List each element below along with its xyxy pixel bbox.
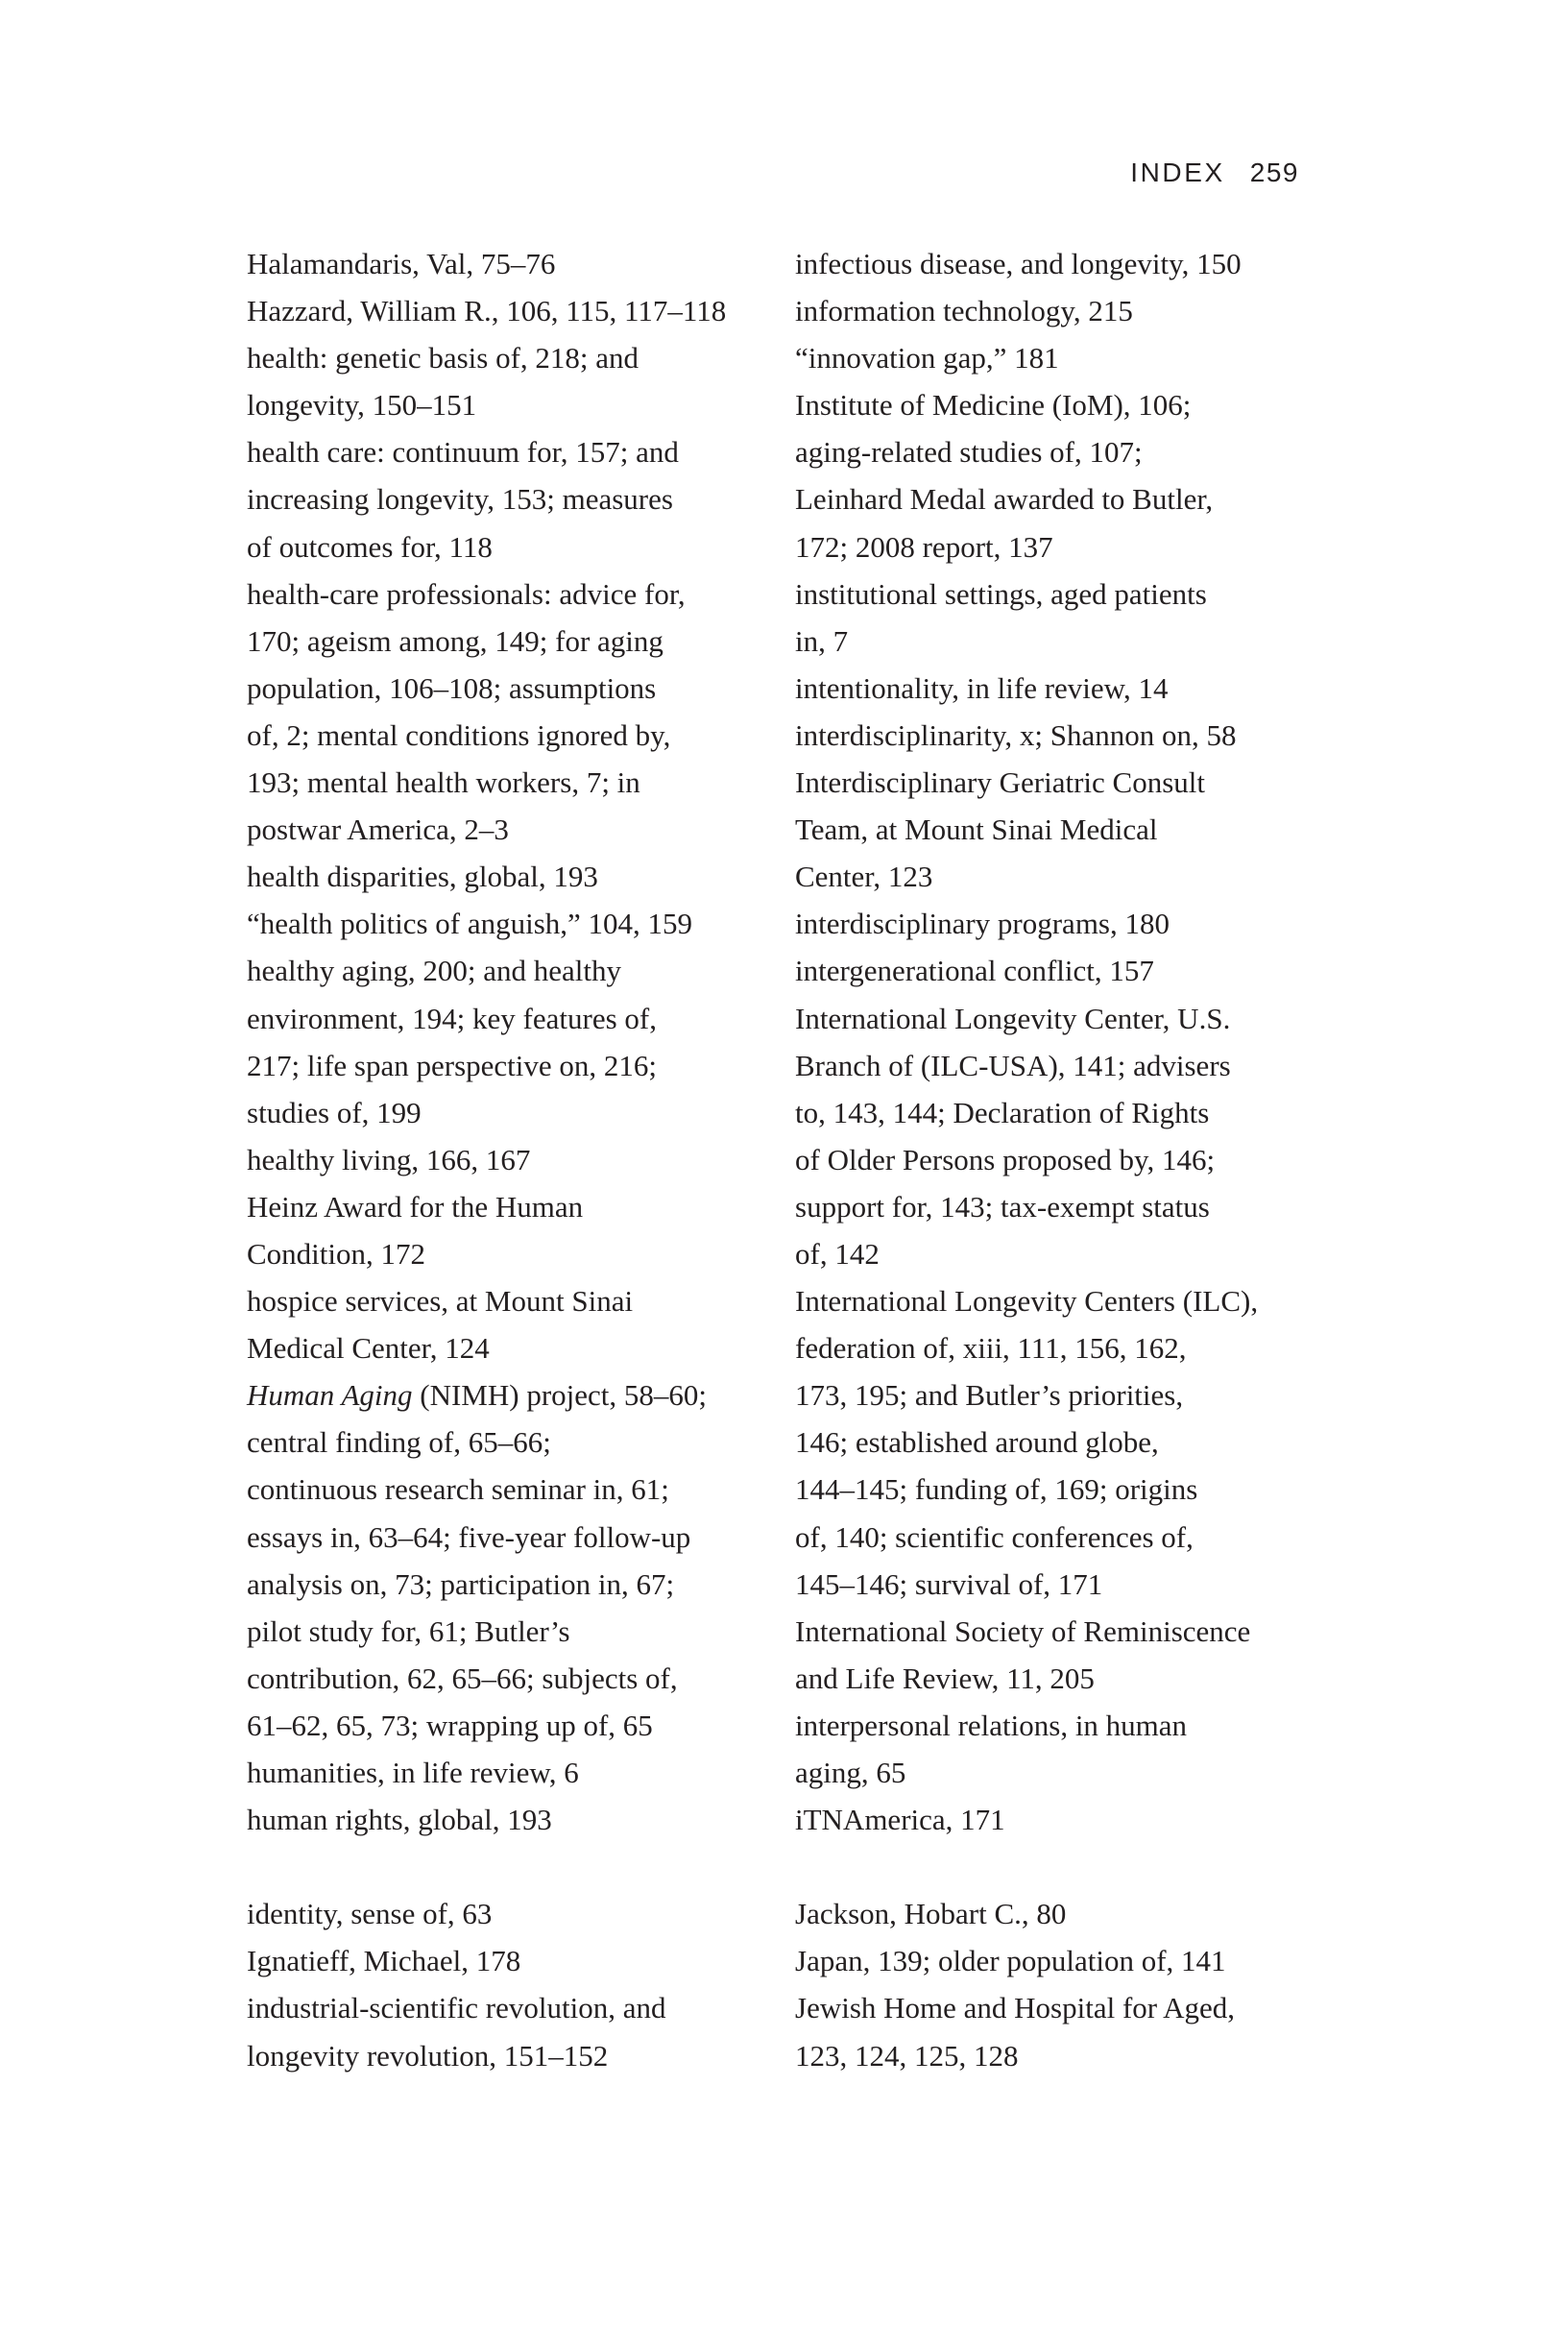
entry-line: health-care professionals: advice for, bbox=[247, 576, 686, 611]
entry-line: increasing longevity, 153; measures bbox=[247, 482, 673, 517]
entry-line: “innovation gap,” 181 bbox=[795, 341, 1059, 376]
entry-line: support for, 143; tax-exempt status bbox=[795, 1189, 1210, 1224]
entry-line: of, 140; scientific conferences of, bbox=[795, 1519, 1194, 1554]
entry-line: 144–145; funding of, 169; origins bbox=[795, 1472, 1198, 1507]
entry-line: and Life Review, 11, 205 bbox=[795, 1661, 1095, 1695]
entry-line: of Older Persons proposed by, 146; bbox=[795, 1142, 1216, 1176]
index-entry bbox=[247, 853, 784, 900]
entry-line: 61–62, 65, 73; wrapping up of, 65 bbox=[247, 1708, 653, 1742]
index-entry bbox=[247, 1890, 784, 1937]
entry-line: 173, 195; and Butler’s priorities, bbox=[795, 1378, 1184, 1413]
entry-line: Branch of (ILC-USA), 141; advisers bbox=[795, 1048, 1231, 1082]
entry-line: identity, sense of, 63 bbox=[247, 1897, 493, 1931]
index-entry bbox=[247, 1796, 784, 1843]
index-entry bbox=[795, 947, 1333, 994]
entry-line: Center, 123 bbox=[795, 860, 933, 894]
entry-line: intentionality, in life review, 14 bbox=[795, 670, 1169, 705]
entry-line: in, 7 bbox=[795, 623, 849, 658]
entry-line: of, 142 bbox=[795, 1236, 880, 1271]
index-entry bbox=[247, 1984, 784, 2078]
index-entry bbox=[795, 759, 1333, 900]
letter-group-spacer bbox=[247, 1843, 784, 1890]
index-entry bbox=[795, 334, 1333, 381]
index-entry bbox=[795, 1608, 1333, 1702]
entry-line: health disparities, global, 193 bbox=[247, 860, 598, 894]
entry-line: analysis on, 73; participation in, 67; bbox=[247, 1566, 675, 1601]
index-entry bbox=[795, 287, 1333, 334]
entry-line: 146; established around globe, bbox=[795, 1425, 1159, 1460]
entry-line: Hazzard, William R., 106, 115, 117–118 bbox=[247, 294, 727, 328]
entry-line: Interdisciplinary Geriatric Consult bbox=[795, 765, 1205, 800]
entry-line: continuous research seminar in, 61; bbox=[247, 1472, 669, 1507]
entry-line: International Society of Reminiscence bbox=[795, 1613, 1251, 1648]
entry-line: industrial-scientific revolution, and bbox=[247, 1991, 666, 2025]
entry-line: International Longevity Centers (ILC), bbox=[795, 1284, 1259, 1319]
index-group-h bbox=[247, 240, 784, 1843]
entry-line: International Longevity Center, U.S. bbox=[795, 1001, 1231, 1035]
index-entry bbox=[247, 240, 784, 287]
index-group-j bbox=[795, 1890, 1333, 2078]
entry-line: Team, at Mount Sinai Medical bbox=[795, 812, 1158, 847]
index-entry bbox=[247, 1937, 784, 1984]
index-entry bbox=[795, 1796, 1333, 1843]
entry-line: longevity revolution, 151–152 bbox=[247, 2038, 609, 2073]
index-entry bbox=[795, 1702, 1333, 1796]
entry-line: contribution, 62, 65–66; subjects of, bbox=[247, 1661, 678, 1695]
entry-line: health care: continuum for, 157; and bbox=[247, 435, 679, 470]
entry-line: information technology, 215 bbox=[795, 294, 1133, 328]
index-entry bbox=[247, 1749, 784, 1796]
entry-line: Heinz Award for the Human bbox=[247, 1189, 584, 1224]
index-entry bbox=[795, 570, 1333, 665]
index-entry bbox=[247, 1136, 784, 1183]
index-entry bbox=[795, 900, 1333, 947]
index-entry bbox=[795, 240, 1333, 287]
entry-line: federation of, xiii, 111, 156, 162, bbox=[795, 1331, 1187, 1366]
index-entry bbox=[247, 1371, 784, 1749]
entry-line: Halamandaris, Val, 75–76 bbox=[247, 247, 556, 280]
index-entry bbox=[247, 428, 784, 570]
running-head bbox=[1130, 157, 1299, 189]
entry-line: interdisciplinarity, x; Shannon on, 58 bbox=[795, 717, 1237, 752]
italic-title: Human Aging bbox=[247, 1378, 413, 1413]
entry-line: health: genetic basis of, 218; and bbox=[247, 341, 639, 376]
entry-line: human rights, global, 193 bbox=[247, 1803, 552, 1837]
entry-line-rest: (NIMH) project, 58–60; bbox=[412, 1378, 708, 1413]
entry-line: studies of, 199 bbox=[247, 1095, 422, 1129]
entry-line: Jackson, Hobart C., 80 bbox=[795, 1897, 1067, 1931]
entry-line: hospice services, at Mount Sinai bbox=[247, 1284, 634, 1319]
index-entry bbox=[795, 1937, 1333, 1984]
entry-line: 123, 124, 125, 128 bbox=[795, 2038, 1019, 2073]
entry-line: population, 106–108; assumptions bbox=[247, 670, 657, 705]
entry-line: interpersonal relations, in human bbox=[795, 1708, 1188, 1742]
entry-line: Medical Center, 124 bbox=[247, 1331, 490, 1366]
index-entry bbox=[795, 1890, 1333, 1937]
entry-line: 172; 2008 report, 137 bbox=[795, 529, 1053, 564]
entry-line: essays in, 63–64; five-year follow-up bbox=[247, 1519, 691, 1554]
letter-group-spacer bbox=[795, 1843, 1333, 1890]
entry-line bbox=[247, 1371, 784, 1418]
index-entry bbox=[795, 995, 1333, 1278]
entry-line: infectious disease, and longevity, 150 bbox=[795, 247, 1242, 280]
entry-line: “health politics of anguish,” 104, 159 bbox=[247, 907, 693, 941]
entry-line: 217; life span perspective on, 216; bbox=[247, 1048, 658, 1082]
page-number: 259 bbox=[1249, 158, 1299, 187]
entry-line: Institute of Medicine (IoM), 106; bbox=[795, 388, 1192, 423]
index-entry bbox=[795, 1984, 1333, 2078]
entry-line: humanities, in life review, 6 bbox=[247, 1756, 579, 1789]
entry-line: 170; ageism among, 149; for aging bbox=[247, 623, 663, 658]
entry-line: Ignatieff, Michael, 178 bbox=[247, 1944, 521, 1978]
index-entry bbox=[795, 381, 1333, 570]
entry-line: Condition, 172 bbox=[247, 1236, 426, 1271]
index-entry bbox=[247, 287, 784, 334]
entry-line: healthy living, 166, 167 bbox=[247, 1142, 531, 1176]
section-title: INDEX bbox=[1130, 158, 1225, 187]
index-column-right bbox=[795, 240, 1333, 2079]
entry-line: to, 143, 144; Declaration of Rights bbox=[795, 1095, 1210, 1129]
index-entry bbox=[247, 334, 784, 428]
index-entry bbox=[247, 1277, 784, 1371]
entry-line: 193; mental health workers, 7; in bbox=[247, 765, 640, 800]
index-group-i-continued bbox=[795, 240, 1333, 1843]
index-entry bbox=[795, 665, 1333, 712]
index-entry bbox=[247, 900, 784, 947]
entry-line: 145–146; survival of, 171 bbox=[795, 1566, 1103, 1601]
entry-line: institutional settings, aged patients bbox=[795, 576, 1207, 611]
index-entry bbox=[247, 570, 784, 854]
entry-line: aging, 65 bbox=[795, 1756, 906, 1789]
entry-line: Japan, 139; older population of, 141 bbox=[795, 1944, 1226, 1978]
index-column-left bbox=[247, 240, 784, 2079]
entry-line: central finding of, 65–66; bbox=[247, 1425, 551, 1460]
index-entry bbox=[795, 712, 1333, 759]
index-group-i bbox=[247, 1890, 784, 2078]
entry-line: environment, 194; key features of, bbox=[247, 1001, 657, 1035]
index-entry bbox=[795, 1277, 1333, 1608]
entry-line: intergenerational conflict, 157 bbox=[795, 954, 1154, 988]
entry-line: interdisciplinary programs, 180 bbox=[795, 907, 1170, 941]
entry-line: aging-related studies of, 107; bbox=[795, 435, 1143, 470]
index-entry bbox=[247, 1183, 784, 1277]
entry-line: of, 2; mental conditions ignored by, bbox=[247, 717, 671, 752]
entry-line: postwar America, 2–3 bbox=[247, 812, 509, 847]
entry-line: longevity, 150–151 bbox=[247, 388, 477, 423]
index-entry bbox=[247, 947, 784, 1135]
entry-line: iTNAmerica, 171 bbox=[795, 1803, 1005, 1837]
entry-line: pilot study for, 61; Butler’s bbox=[247, 1613, 570, 1648]
entry-line: Leinhard Medal awarded to Butler, bbox=[795, 482, 1214, 517]
entry-line: of outcomes for, 118 bbox=[247, 529, 493, 564]
entry-line: healthy aging, 200; and healthy bbox=[247, 954, 621, 988]
entry-line: Jewish Home and Hospital for Aged, bbox=[795, 1991, 1236, 2025]
